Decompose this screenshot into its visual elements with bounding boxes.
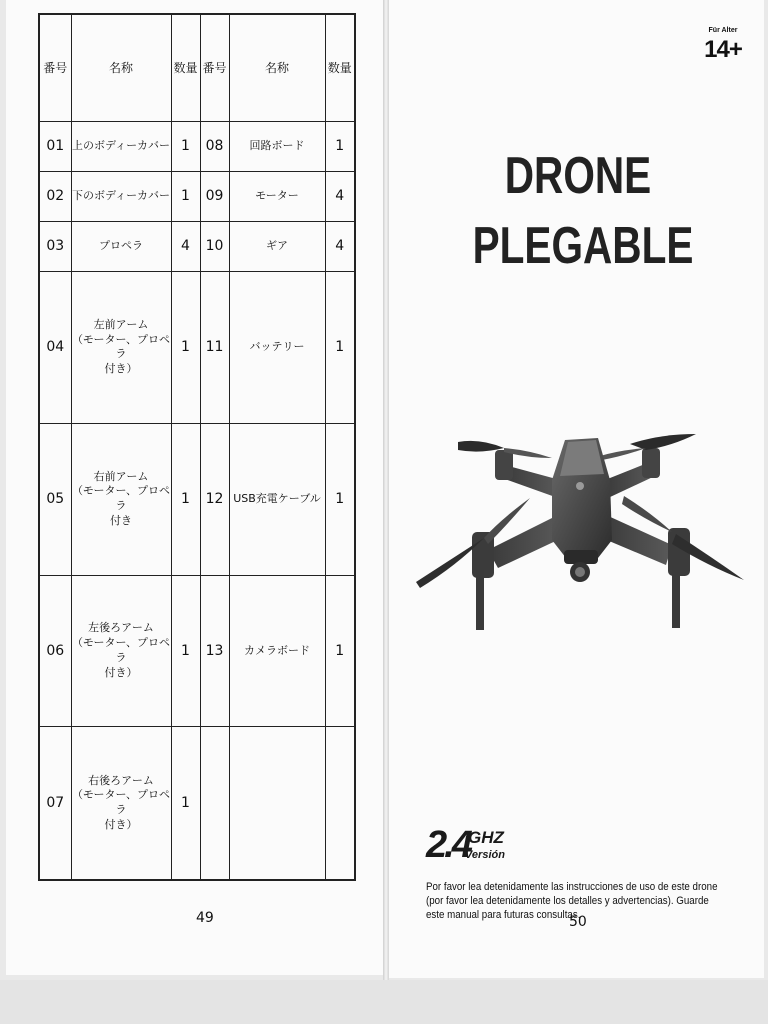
part-name: 下のボディーカバー [71,172,171,222]
table-row [39,272,355,424]
title-line-2: PLEGABLE [472,217,694,275]
part-number: 11 [200,272,229,424]
table-row [39,575,355,727]
header-quantity: 数量 [171,14,200,122]
drone-illustration [410,420,750,640]
header-quantity: 数量 [325,14,355,122]
frequency-unit: GHZ [468,828,504,847]
table-row [39,172,355,222]
part-number: 12 [200,423,229,575]
title-line-1: DRONE [504,147,652,205]
part-name: 上のボディーカバー [71,122,171,172]
part-name: 回路ボード [229,122,325,172]
part-number: 04 [39,272,71,424]
page-number-left: 49 [196,910,214,926]
part-number: 02 [39,172,71,222]
part-name: カメラボード [229,575,325,727]
age-label: Für Alter [708,27,738,34]
header-number: 番号 [200,14,229,122]
page-number-right: 50 [569,914,587,930]
part-name: USB充電ケーブル [229,423,325,575]
part-quantity: 1 [325,272,355,424]
part-name: 右前アーム （モーター、プロペラ 付き [71,423,171,575]
instruction-paragraph: Por favor lea detenidamente las instrucciones de uso de este drone (por favor lea detenidamente los detalles y advertencias). Guarde este manual para futuras consultas. [426,881,718,921]
part-quantity: 1 [171,272,200,424]
part-quantity: 4 [325,172,355,222]
table-header-row [39,14,355,122]
part-quantity: 4 [171,222,200,272]
part-name [229,727,325,880]
part-name: 右後ろアーム （モーター、プロペラ 付き） [71,727,171,880]
part-number: 10 [200,222,229,272]
age-rating: 14+ [704,36,742,63]
part-number: 05 [39,423,71,575]
part-number: 13 [200,575,229,727]
part-quantity: 1 [325,423,355,575]
table-row [39,727,355,880]
part-quantity: 1 [171,727,200,880]
part-number [200,727,229,880]
part-number: 01 [39,122,71,172]
part-name: バッテリー [229,272,325,424]
part-number: 06 [39,575,71,727]
table-row [39,423,355,575]
part-quantity: 4 [325,222,355,272]
part-number: 08 [200,122,229,172]
scan-background [0,980,768,1024]
part-quantity [325,727,355,880]
part-quantity: 1 [171,172,200,222]
header-name: 名称 [229,14,325,122]
part-quantity: 1 [171,423,200,575]
part-name: 左前アーム （モーター、プロペラ 付き） [71,272,171,424]
table-row [39,222,355,272]
part-number: 09 [200,172,229,222]
header-number: 番号 [39,14,71,122]
header-name: 名称 [71,14,171,122]
book-spine [383,0,389,980]
part-number: 07 [39,727,71,880]
part-name: モーター [229,172,325,222]
parts-list-table [38,13,356,881]
part-name: ギア [229,222,325,272]
part-quantity: 1 [171,122,200,172]
part-number: 03 [39,222,71,272]
version-label: Versión [465,849,505,861]
part-quantity: 1 [325,575,355,727]
table-row [39,122,355,172]
part-name: 左後ろアーム （モーター、プロペラ 付き） [71,575,171,727]
frequency-number: 2.4 [426,824,470,866]
part-name: プロペラ [71,222,171,272]
part-quantity: 1 [325,122,355,172]
part-quantity: 1 [171,575,200,727]
